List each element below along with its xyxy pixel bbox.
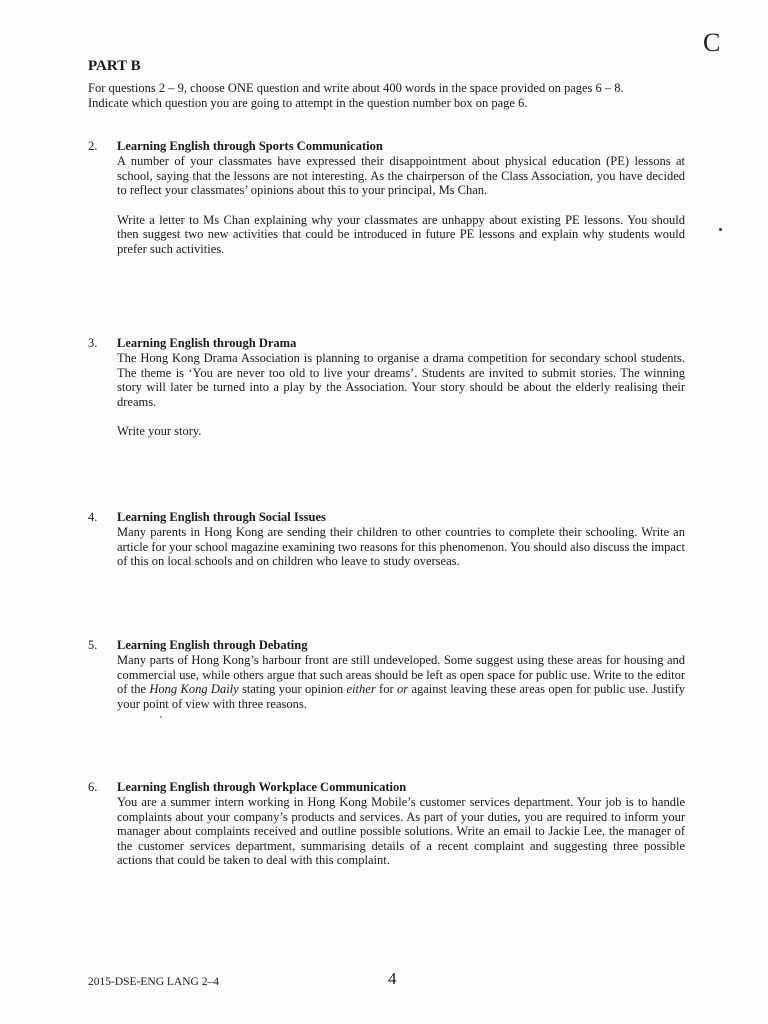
question-paragraph: The Hong Kong Drama Association is planning to organise a drama competition for secondary school students. The theme is ‘You are never too old to live your dreams’. Students are invited to submit stories. The winning story will later be turned into a play by the Association. Your story should be about the elderly realising their dreams. bbox=[117, 351, 685, 409]
emphasis-or: or bbox=[396, 682, 409, 696]
scan-speck bbox=[160, 716, 162, 718]
question-number: 3. bbox=[88, 336, 98, 350]
page-number: 4 bbox=[388, 969, 397, 988]
question-paragraph: Write your story. bbox=[117, 424, 202, 438]
instruction-line-2: Indicate which question you are going to attempt in the question number box on page 6. bbox=[88, 96, 528, 110]
paragraph-text: stating your opinion bbox=[238, 682, 347, 696]
question-title: Learning English through Drama bbox=[117, 336, 297, 350]
paragraph-text: for bbox=[375, 682, 397, 696]
exam-paper-code: 2015-DSE-ENG LANG 2–4 bbox=[88, 976, 219, 988]
emphasis-either: either bbox=[346, 682, 376, 696]
question-paragraph: A number of your classmates have expressed their disappointment about physical education (PE) lessons at school, saying that the lessons are not interesting. As the chairperson of the Class Association, you have decided to reflect your classmates’ opinions about this to your principal, Ms Chan. bbox=[117, 154, 685, 197]
question-number: 2. bbox=[88, 139, 98, 153]
question-title: Learning English through Workplace Communication bbox=[117, 780, 407, 794]
question-title: Learning English through Debating bbox=[117, 638, 308, 652]
question-paragraph: You are a summer intern working in Hong Kong Mobile’s customer services department. Your job is to handle complaints about your company’s products and services. As part of your duties, you are required to inform your manager about complaints received and outline possible solutions. Write an email to Jackie Lee, the manager of the customer services department, summarising details of a recent complaint and suggesting three possible actions that could be taken to deal with this complaint. bbox=[117, 795, 685, 867]
scan-speck bbox=[719, 228, 722, 231]
corner-stamp-mark: C bbox=[703, 28, 721, 57]
part-title: PART B bbox=[88, 58, 141, 74]
paragraph-text: against leaving these areas open for public use. Justify your point of view with three reasons. bbox=[117, 682, 685, 711]
question-title: Learning English through Sports Communication bbox=[117, 139, 383, 153]
paragraph-text: Many parts of Hong Kong’s harbour front are still undeveloped. Some suggest using these areas for housing and commercial use, while others argue that such areas should be left as open space for public use. Write to the editor of the bbox=[117, 653, 685, 696]
newspaper-name: Hong Kong Daily bbox=[149, 682, 239, 696]
instructions bbox=[88, 81, 708, 111]
question-paragraph: Write a letter to Ms Chan explaining why your classmates are unhappy about existing PE lessons. You should then suggest two new activities that could be introduced in future PE lessons and explain why students would prefer such activities. bbox=[117, 212, 685, 256]
question-number: 5. bbox=[88, 638, 98, 652]
question-paragraph bbox=[117, 653, 685, 711]
instruction-line-1: For questions 2 – 9, choose ONE question and write about 400 words in the space provided on pages 6 – 8. bbox=[88, 81, 624, 95]
question-number: 4. bbox=[88, 510, 98, 524]
question-number: 6. bbox=[88, 780, 98, 794]
question-paragraph: Many parents in Hong Kong are sending their children to other countries to complete their schooling. Write an article for your school magazine examining two reasons for this phenomenon. You should also discuss the impact of this on local schools and on children who leave to study overseas. bbox=[117, 525, 685, 568]
question-title: Learning English through Social Issues bbox=[117, 510, 326, 524]
